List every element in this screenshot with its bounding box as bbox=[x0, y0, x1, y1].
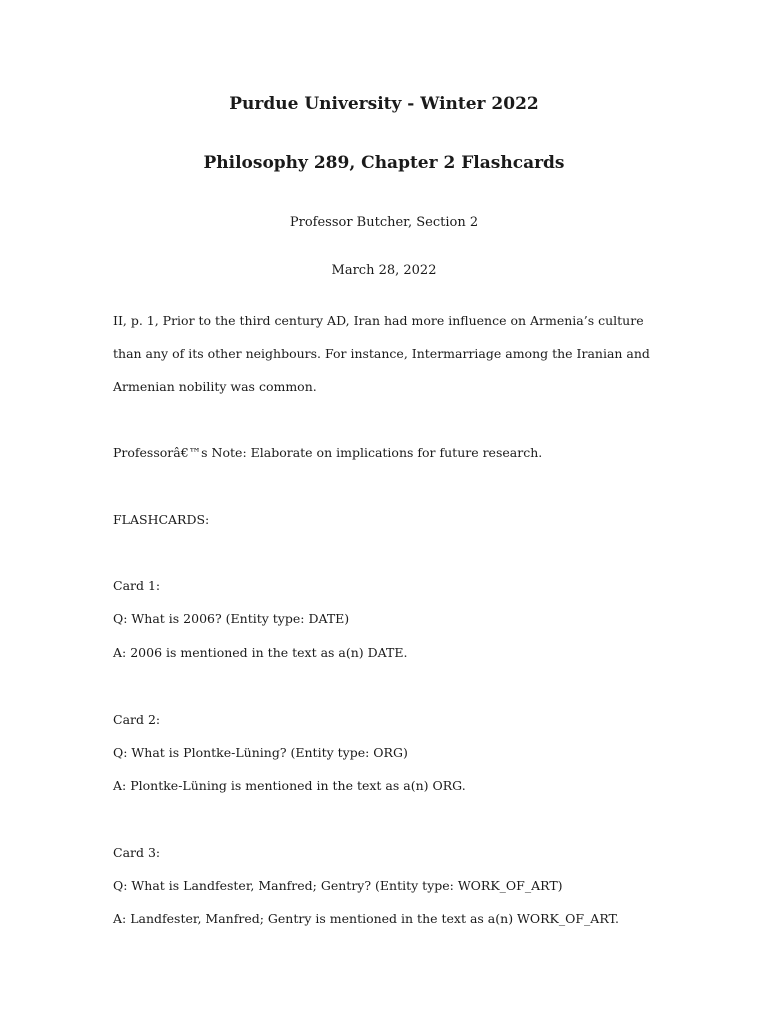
date-line: March 28, 2022 bbox=[331, 263, 437, 278]
card-label: Card 1: bbox=[113, 578, 161, 593]
card-question: Q: What is 2006? (Entity type: DATE) bbox=[113, 611, 350, 626]
card-answer: A: Landfester, Manfred; Gentry is mentioned in the text as a(n) WORK_OF_ART. bbox=[113, 911, 619, 926]
flashcards-heading: FLASHCARDS: bbox=[113, 512, 210, 527]
card-label: Card 2: bbox=[113, 712, 161, 727]
card-question: Q: What is Plontke-Lüning? (Entity type: ORG) bbox=[113, 745, 408, 760]
card-answer: A: 2006 is mentioned in the text as a(n) DATE. bbox=[113, 645, 408, 660]
card-answer: A: Plontke-Lüning is mentioned in the text as a(n) ORG. bbox=[113, 778, 466, 793]
passage-paragraph: II, p. 1, Prior to the third century AD, Iran had more influence on Armenia’s culture than any of its other neighbours. For instance, Intermarriage among the Iranian and Armenian nobility was common. bbox=[113, 313, 650, 394]
university-heading: Purdue University - Winter 2022 bbox=[229, 94, 539, 114]
card-question: Q: What is Landfester, Manfred; Gentry? (Entity type: WORK_OF_ART) bbox=[113, 878, 563, 893]
course-title: Philosophy 289, Chapter 2 Flashcards bbox=[203, 153, 565, 173]
card-label: Card 3: bbox=[113, 845, 161, 860]
professor-note: Professorâ€™s Note: Elaborate on implications for future research. bbox=[113, 445, 543, 460]
instructor-line: Professor Butcher, Section 2 bbox=[289, 215, 479, 230]
